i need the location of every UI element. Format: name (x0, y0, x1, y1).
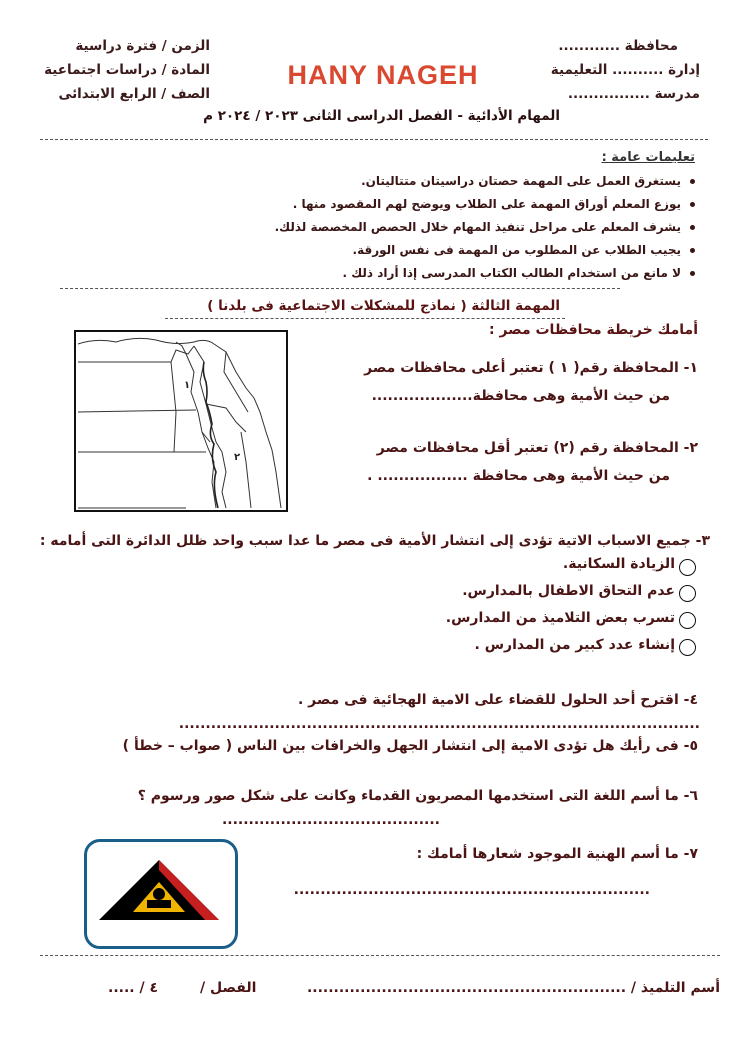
instructions-list (175, 170, 695, 285)
class-label: الفصل / (200, 980, 257, 996)
instructions-divider (60, 288, 620, 289)
student-name-field[interactable]: أسم التلميذ / ............................................................ (306, 980, 720, 996)
map-label-2: ٢ (234, 452, 241, 463)
option-4-label: إنشاء عدد كبير من المدارس . (474, 637, 675, 653)
header-school: مدرسة ................ (567, 86, 700, 102)
option-2-label: عدم التحاق الاطفال بالمدارس. (462, 583, 675, 599)
question-1-line-2: من حيث الأمية وهى محافظة................... (371, 388, 670, 404)
map-intro: أمامك خريطة محافظات مصر : (488, 322, 698, 338)
map-drawing (76, 332, 286, 510)
instruction-item: يستغرق العمل على المهمة حصتان دراسيتان متتاليتان. (175, 170, 695, 193)
header-administration: إدارة .......... التعليمية (550, 62, 700, 78)
instruction-item: يشرف المعلم على مراحل تنفيذ المهام خلال الحصص المخصصة لذلك. (175, 216, 695, 239)
option-circle-4[interactable] (679, 639, 696, 656)
question-3: ٣- جميع الاسباب الاتية تؤدى إلى انتشار الأمية فى مصر ما عدا سبب واحد ظلل الدائرة التى أمامه : (39, 533, 710, 549)
syndicate-logo-frame (84, 839, 238, 949)
question-1-line-1: ١- المحافظة رقم( ١ ) تعتبر أعلى محافظات مصر (364, 360, 698, 376)
page-subtitle: المهام الأدائية - الفصل الدراسى الثانى ٢٠٢٣ / ٢٠٢٤ م (203, 108, 560, 124)
map-label-1: ١ (184, 380, 191, 391)
question-6: ٦- ما أسم اللغة التى استخدمها المصريون القدماء وكانت على شكل صور ورسوم ؟ (137, 788, 698, 804)
instruction-item: لا مانع من استخدام الطالب الكتاب المدرسى إذا أراد ذلك . (175, 262, 695, 285)
class-value[interactable]: ٤ / ..... (108, 980, 158, 996)
syndicate-logo-icon (87, 842, 235, 946)
instructions-title: تعليمات عامة : (601, 150, 695, 165)
question-2-line-1: ٢- المحافظة رقم (٢) تعتبر أقل محافظات مصر (376, 440, 698, 456)
question-4-answer-line[interactable]: .................................................................................................. (178, 716, 700, 732)
header-grade: الصف / الرابع الابتدائى (58, 86, 210, 102)
footer-divider (40, 955, 720, 956)
question-4: ٤- اقترح أحد الحلول للقضاء على الامية الهجائية فى مصر . (297, 692, 698, 708)
task-title-underline (165, 318, 565, 319)
option-3-label: تسرب بعض التلاميذ من المدارس. (445, 610, 675, 626)
question-7: ٧- ما أسم الهنية الموجود شعارها أمامك : (416, 846, 698, 862)
header-divider (40, 139, 708, 140)
option-circle-1[interactable] (679, 559, 696, 576)
header-duration: الزمن / فترة دراسية (75, 38, 210, 54)
task-title: المهمة الثالثة ( نماذج للمشكلات الاجتماعية فى بلدنا ) (207, 298, 560, 314)
header-governorate: محافظة ............ (558, 38, 678, 54)
instruction-item: يجيب الطلاب عن المطلوب من المهمة فى نفس الورقة. (175, 239, 695, 262)
option-circle-3[interactable] (679, 612, 696, 629)
question-7-answer-line[interactable]: ................................................................... (293, 882, 650, 898)
question-6-answer-line[interactable]: ......................................... (221, 812, 440, 828)
option-1-label: الزيادة السكانية. (562, 556, 675, 572)
question-5: ٥- فى رأيك هل تؤدى الامية إلى انتشار الجهل والخرافات بين الناس ( صواب – خطأ ) (122, 738, 698, 754)
header-subject: المادة / دراسات اجتماعية (44, 62, 210, 78)
option-circle-2[interactable] (679, 585, 696, 602)
instruction-item: يوزع المعلم أوراق المهمة على الطلاب ويوضح لهم المقصود منها . (175, 193, 695, 216)
brand-title: HANY NAGEH (287, 60, 479, 90)
egypt-governorates-map (74, 330, 288, 512)
question-2-line-2: من حيث الأمية وهى محافظة ................. . (367, 468, 670, 484)
